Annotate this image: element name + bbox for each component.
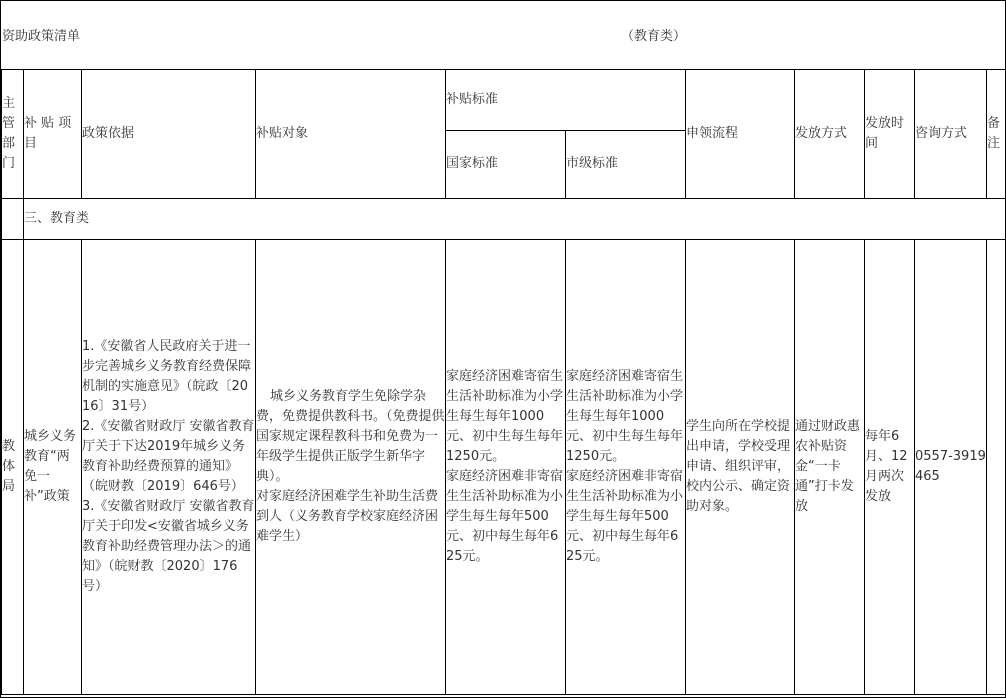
header-dept: 主管部门 [2, 69, 24, 198]
target-paragraph: 对家庭经济困难学生补助生活费到人（义务教育学校家庭经济困难学生） [256, 488, 439, 544]
title-cell [2, 1, 1006, 69]
document-title: 资助政策清单 [2, 29, 81, 44]
header-target: 补贴对象 [256, 69, 446, 198]
basis-item: 1.《安徽省人民政府关于进一步完善城乡义务教育经费保障机制的实施意见》（皖政〔2016〕31号） [82, 338, 252, 414]
document-category: （教育类） [621, 29, 687, 44]
row-time: 每年6月、12月两次发放 [865, 239, 915, 694]
row-dept: 教体局 [2, 239, 24, 694]
row-national [446, 239, 566, 694]
row-process: 学生向所在学校提出申请，学校受理申请、组织评审，校内公示、确定资助对象。 [686, 239, 795, 694]
section-spacer [2, 198, 24, 239]
header-national: 国家标准 [446, 130, 566, 198]
header-process: 申领流程 [686, 69, 795, 198]
target-paragraph: 城乡义务教育学生免除学杂费，免费提供教科书。（免费提供国家规定课程教科书和免费为一年级学生提供正版学生新华字典）。 [256, 388, 445, 484]
row-city [566, 239, 686, 694]
header-basis: 政策依据 [82, 69, 256, 198]
national-paragraph: 家庭经济困难非寄宿生生活补助标准为小学生每生每年500元、初中每生每年625元。 [446, 468, 564, 564]
policy-table [1, 1, 1006, 695]
row-method: 通过财政惠农补贴资金“一卡通”打卡发放 [795, 239, 865, 694]
header-method: 发放方式 [795, 69, 865, 198]
section-label: 三、教育类 [24, 198, 1006, 239]
row-item: 城乡义务教育“两免一补”政策 [24, 239, 82, 694]
row-target [256, 239, 446, 694]
row-contact: 0557-3919465 [915, 239, 987, 694]
row-note [987, 239, 1006, 694]
national-paragraph: 家庭经济困难寄宿生生活补助标准为小学生每生每年1000元、初中生每生每年1250元。 [446, 368, 564, 464]
row-basis [82, 239, 256, 694]
city-paragraph: 家庭经济困难非寄宿生生活补助标准为小学生每生每年500元、初中每生每年625元。 [566, 468, 684, 564]
header-item: 补 贴 项目 [24, 69, 82, 198]
header-time: 发放时间 [865, 69, 915, 198]
header-note: 备注 [987, 69, 1006, 198]
basis-item: 2.《安徽省财政厅 安徽省教育厅关于下达2019年城乡义务教育补助经费预算的通知》（皖财教〔2019〕646号） [82, 418, 255, 494]
header-standard: 补贴标准 [446, 69, 686, 130]
basis-item: 3.《安徽省财政厅 安徽省教育厅关于印发<安徽省城乡义务教育补助经费管理办法＞的通知》（皖财教〔2020〕176号） [82, 498, 255, 594]
header-contact: 咨询方式 [915, 69, 987, 198]
city-paragraph: 家庭经济困难寄宿生生活补助标准为小学生每生每年1000元、初中生每生每年1250元。 [566, 368, 684, 464]
header-city: 市级标准 [566, 130, 686, 198]
